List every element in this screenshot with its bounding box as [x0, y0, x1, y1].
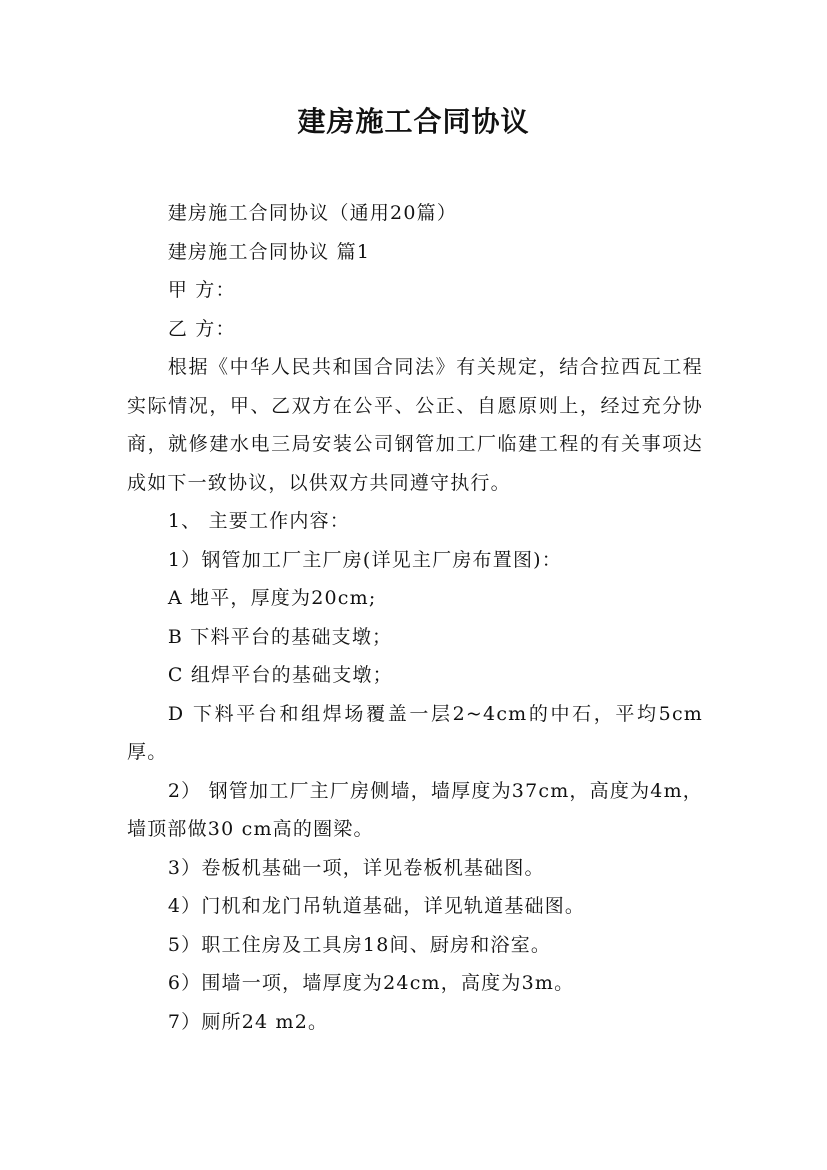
paragraph-subtitle: 建房施工合同协议（通用20篇）	[167, 202, 458, 224]
paragraph-main-work-heading: 1、 主要工作内容：	[167, 510, 350, 532]
paragraph-item-1d: D 下料平台和组焊场覆盖一层2~4cm的中石，平均5cm厚。	[127, 702, 703, 763]
paragraph-section-heading: 建房施工合同协议 篇1	[167, 240, 371, 263]
paragraph-item-3: 3）卷板机基础一项，详见卷板机基础图。	[167, 856, 545, 879]
paragraph-item-2: 2） 钢管加工厂主厂房侧墙，墙厚度为37cm，高度为4m，墙顶部做30 cm高的圈梁。	[127, 779, 703, 840]
paragraph-party-a: 甲 方：	[167, 279, 236, 301]
document-body	[127, 194, 703, 1041]
paragraph-item-1b: B 下料平台的基础支墩；	[167, 625, 393, 648]
paragraph-preamble: 根据《中华人民共和国合同法》有关规定，结合拉西瓦工程实际情况，甲、乙双方在公平、公正、自愿原则上，经过充分协商，就修建水电三局安装公司钢管加工厂临建工程的有关事项达成如下一致协议，以供双方共同遵守执行。	[127, 356, 703, 494]
paragraph-item-1a: A 地平，厚度为20cm;	[167, 587, 377, 609]
paragraph-item-7: 7）厕所24 m2。	[167, 1010, 329, 1033]
paragraph-item-4: 4）门机和龙门吊轨道基础，详见轨道基础图。	[167, 895, 586, 917]
paragraph-item-5: 5）职工住房及工具房18间、厨房和浴室。	[167, 933, 552, 956]
paragraph-party-b: 乙 方：	[167, 317, 236, 340]
paragraph-item-1: 1）钢管加工厂主厂房(详见主厂房布置图)：	[167, 548, 562, 571]
document-title: 建房施工合同协议	[297, 105, 530, 138]
paragraph-item-6: 6）围墙一项，墙厚度为24cm，高度为3m。	[167, 972, 575, 994]
paragraph-item-1c: C 组焊平台的基础支墩；	[167, 664, 393, 686]
